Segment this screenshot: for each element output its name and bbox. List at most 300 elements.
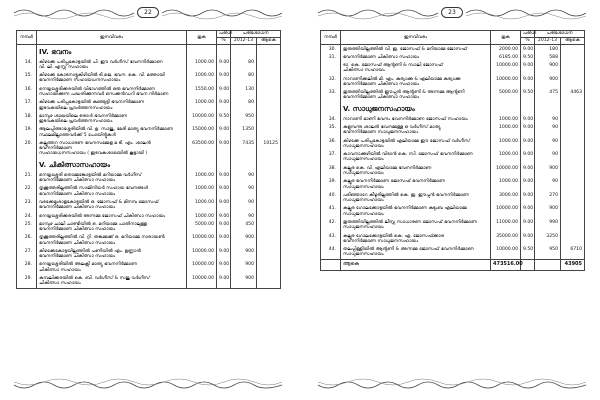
row-amount: 1000.00 bbox=[491, 137, 521, 151]
section-heading-row bbox=[17, 45, 281, 59]
row-total bbox=[257, 220, 281, 234]
row-amount: 1000.00 bbox=[187, 212, 217, 220]
table-row bbox=[17, 220, 281, 234]
table-row bbox=[321, 89, 585, 103]
table-row bbox=[321, 232, 585, 246]
description-line: കാവനാക്കുഴിയിൽ വിടാൻ കെ. സി. ജോസഫ് ഭവനനിർമ്മാണ bbox=[343, 152, 473, 158]
description-line: നെയ്യശ്ശേരിയിൽ അലക്സി മാത്യു ഭവനനിർമ്മാണ bbox=[39, 262, 138, 268]
row-number: 28. bbox=[17, 261, 37, 275]
row-number: 36. bbox=[321, 137, 341, 151]
row-unit: 9.00 bbox=[217, 234, 231, 248]
row-amount: 1550.00 bbox=[187, 85, 217, 99]
description-line: ഭവനനിർമ്മാണ ചികിത്സാ സഹായം bbox=[343, 81, 420, 87]
row-total bbox=[561, 151, 585, 165]
row-total: 10125 bbox=[257, 139, 281, 158]
section-spacer bbox=[231, 45, 257, 59]
row-unit: 9.00 bbox=[521, 137, 535, 151]
section-spacer bbox=[217, 158, 231, 171]
row-total bbox=[257, 212, 281, 220]
row-total bbox=[257, 261, 281, 275]
row-unit: 9.00 bbox=[217, 72, 231, 86]
row-amount: 6185.00 bbox=[491, 53, 521, 61]
row-unit: 9.50 bbox=[521, 89, 535, 103]
header-unit-top: പരിധി bbox=[521, 31, 535, 38]
table-row bbox=[17, 275, 281, 289]
row-amount: 1000.00 bbox=[491, 115, 521, 123]
table-row bbox=[17, 247, 281, 261]
row-total bbox=[561, 62, 585, 76]
description-line: തലപ്പിള്ളിയിൽ ആൻ്റണി & അന്നമ്മ ജോസഫ് ഭവനനിർമ്മാണ bbox=[343, 247, 474, 253]
ledger-table bbox=[16, 30, 281, 289]
row-unit: 9.00 bbox=[217, 171, 231, 185]
row-description bbox=[341, 62, 491, 76]
header-item: ഇനവിവരം bbox=[37, 31, 187, 45]
row-number: 42. bbox=[321, 219, 341, 233]
description-line: തുരുത്തിയില്ലത്തിൽ വി. ഇ. ജോസഫ് & മറിയാമ്മ ജോസഫ് bbox=[343, 46, 468, 52]
description-line: കിഴക്കേ പരിപ്പകോട്ടയിൽ കുഞ്ഞുട്ടി ഭവനനിർമ്മാണ bbox=[39, 100, 145, 106]
row-year-value: 1350 bbox=[231, 126, 257, 140]
row-description bbox=[341, 137, 491, 151]
description-line: ഭവനനിർമ്മാണ ചികിത്സാ സഹായം bbox=[39, 227, 116, 233]
row-number: 15. bbox=[17, 72, 37, 86]
row-year-value: 900 bbox=[535, 62, 561, 76]
table-row bbox=[321, 178, 585, 192]
row-total bbox=[257, 126, 281, 140]
header-dist-top: പരിശോധന bbox=[231, 31, 281, 38]
total-spacer bbox=[321, 260, 341, 271]
row-year-value: 180 bbox=[535, 45, 561, 54]
row-description bbox=[37, 99, 187, 113]
table-row bbox=[17, 58, 281, 72]
row-description bbox=[341, 151, 491, 165]
section-spacer bbox=[187, 158, 217, 171]
description-line: ഭവനനിർമ്മാണ സാധുജനസഹായം bbox=[343, 130, 419, 136]
row-year-value: 7435 bbox=[231, 139, 257, 158]
row-description bbox=[341, 178, 491, 192]
row-year-value: 90 bbox=[535, 115, 561, 123]
row-description bbox=[341, 53, 491, 61]
row-year-value: 3250 bbox=[535, 232, 561, 246]
table-row bbox=[17, 112, 281, 126]
row-amount: 3000.00 bbox=[491, 191, 521, 205]
row-number: 43. bbox=[321, 232, 341, 246]
row-unit: 9.00 bbox=[521, 45, 535, 54]
row-unit: 9.00 bbox=[521, 151, 535, 165]
description-line: കല്ലൂര ഗോലക്കോട്ടയിൽ ഭവനനിർമ്മാണ കുടുംബ എലിയാമ്മ bbox=[343, 206, 467, 212]
row-number: 37. bbox=[321, 151, 341, 165]
table-row bbox=[321, 205, 585, 219]
row-year-value: 950 bbox=[231, 112, 257, 126]
row-total bbox=[257, 198, 281, 212]
row-amount: 1000.00 bbox=[187, 99, 217, 113]
table-row bbox=[17, 185, 281, 199]
row-amount: 1000.00 bbox=[187, 198, 217, 212]
description-line: സഹായിക്കുന്ന പദ്ധതിക്കുന്നവർ സെക്കൻഡറി ഭവന നിർമാണ bbox=[39, 91, 169, 97]
row-unit: 9.00 bbox=[521, 191, 535, 205]
row-total bbox=[257, 185, 281, 199]
row-total bbox=[257, 247, 281, 261]
row-number: 32. bbox=[321, 75, 341, 89]
row-unit: 9.00 bbox=[217, 247, 231, 261]
left-page bbox=[14, 6, 282, 392]
row-amount: 10000.00 bbox=[491, 205, 521, 219]
description-line: കല്ലൂര ഭവനനിർമ്മാണ ജോസഫ് ഭവനനിർമ്മാണ bbox=[343, 179, 446, 185]
row-description bbox=[37, 72, 187, 86]
description-line: സാധുജനസഹായം bbox=[343, 211, 384, 217]
row-unit: 9.00 bbox=[521, 124, 535, 138]
table-body bbox=[17, 45, 281, 289]
row-year-value: 80 bbox=[231, 58, 257, 72]
row-unit: 9.00 bbox=[521, 164, 535, 178]
row-total bbox=[257, 99, 281, 113]
header-unit-top: പരിധി bbox=[217, 31, 231, 38]
row-year-value: 900 bbox=[535, 205, 561, 219]
description-line: ഭവനനിർമ്മാണ ചികിത്സാ സഹായം bbox=[39, 240, 116, 246]
row-unit: 9.50 bbox=[217, 112, 231, 126]
row-unit: 9.00 bbox=[217, 58, 231, 72]
description-line: കിഴക്കേകോട്ടയില്ലത്തിൽ പണിയിൽ എം. ഉണ്ണാൻ bbox=[39, 248, 141, 254]
row-description bbox=[37, 275, 187, 289]
description-line: സഹായധനസഹായം ( ഇടവകശാഖയിൽ കൂട്ടായി ) bbox=[39, 151, 148, 157]
row-unit: 9.00 bbox=[217, 212, 231, 220]
description-line: സാധുജനസഹായം bbox=[343, 184, 384, 190]
row-number: 22. bbox=[17, 185, 37, 199]
row-year-value: 475 bbox=[535, 89, 561, 103]
row-description bbox=[37, 85, 187, 99]
header-total: ആകെ bbox=[561, 38, 585, 45]
row-description bbox=[341, 246, 491, 260]
header-year: 2012-13 bbox=[535, 38, 561, 45]
row-year-value: 80 bbox=[231, 99, 257, 113]
row-number: 29. bbox=[17, 275, 37, 289]
description-line: കല്ലൂര കെ. വി. എലിയാമ്മ ഭവനനിർമ്മാണ bbox=[343, 165, 432, 171]
row-year-value: 90 bbox=[231, 212, 257, 220]
table-row bbox=[17, 139, 281, 158]
description-line: ചികിത്സാ സഹായം bbox=[39, 267, 81, 273]
description-line: സാധുജനസഹായം bbox=[343, 225, 384, 231]
row-amount: 35000.00 bbox=[491, 232, 521, 246]
row-number: 31. bbox=[321, 53, 341, 61]
row-unit: 9.50 bbox=[521, 53, 535, 61]
row-total bbox=[257, 171, 281, 185]
row-number: 17. bbox=[17, 99, 37, 113]
row-description bbox=[37, 171, 187, 185]
row-number bbox=[321, 62, 341, 76]
row-year-value: 900 bbox=[231, 261, 257, 275]
row-description bbox=[341, 124, 491, 138]
row-description bbox=[341, 115, 491, 123]
row-number: 38. bbox=[321, 164, 341, 178]
table-row bbox=[321, 53, 585, 61]
description-line: ഭവനനിർമ്മാണ ചികിത്സാ സഹായം bbox=[39, 191, 116, 197]
row-number: 27. bbox=[17, 247, 37, 261]
row-amount: 1000.00 bbox=[187, 72, 217, 86]
row-number: 18. bbox=[17, 112, 37, 126]
description-line: ഭവനനിർമ്മാണ ചികിത്സാ സഹായം bbox=[39, 205, 116, 211]
row-total bbox=[561, 232, 585, 246]
row-amount: 10000.00 bbox=[491, 164, 521, 178]
row-year-value: 90 bbox=[535, 151, 561, 165]
row-number: 33. bbox=[321, 89, 341, 103]
description-line: തുരുത്തിയില്ലത്തിൽ ഈപ്പൻ ആൻ്റണി & അന്നമ്മ ആൻ്റണി bbox=[343, 90, 465, 96]
section-spacer bbox=[561, 102, 585, 115]
page-number: 22 bbox=[137, 7, 159, 18]
table-row bbox=[321, 151, 585, 165]
row-unit: 9.00 bbox=[521, 232, 535, 246]
table-row bbox=[321, 115, 585, 123]
row-description bbox=[341, 232, 491, 246]
section-title: V. ചികിത്സാസഹായം bbox=[37, 158, 187, 171]
section-spacer bbox=[257, 45, 281, 59]
row-number: 30. bbox=[321, 45, 341, 54]
row-amount: 2000.00 bbox=[491, 45, 521, 54]
section-title: V. സാധുജനസഹായം bbox=[341, 102, 491, 115]
row-description bbox=[341, 205, 491, 219]
description-line: സാധുജനസഹായം bbox=[343, 143, 384, 149]
row-year-value: 588 bbox=[535, 53, 561, 61]
row-year-value: 950 bbox=[535, 246, 561, 260]
description-line: സാധുജനസഹായം bbox=[343, 198, 384, 204]
table-body bbox=[321, 45, 585, 271]
row-year-value: 90 bbox=[535, 124, 561, 138]
description-line: നാറാണി മാണി ഭവനം ഭവനനിർമ്മാണ ജോസഫ് സഹായം bbox=[343, 116, 468, 122]
header-unit: % bbox=[217, 38, 231, 45]
description-line: തുരുത്തിയില്ലത്തിൽ ലീസ്സ സാധാരണ ജോസഫ് ഭവനനിർമ്മാണ bbox=[343, 220, 478, 226]
row-amount: 10000.00 bbox=[187, 247, 217, 261]
row-number: 35. bbox=[321, 124, 341, 138]
row-description bbox=[37, 234, 187, 248]
section-spacer bbox=[17, 158, 37, 171]
row-year-value: 900 bbox=[535, 164, 561, 178]
row-description bbox=[341, 219, 491, 233]
header-dist-top: പരിശോധന bbox=[535, 31, 585, 38]
row-year-value: 80 bbox=[231, 72, 257, 86]
description-line: കിഴക്കേ പരിപ്പകോട്ടയിൽ പി. ഈ വർഗീസ് ഭവനനിർമ്മാണ bbox=[39, 59, 163, 65]
description-line: നെയ്യശ്ശേരിക്കരയിൽ അന്നമ്മ ജോസഫ് ചികിത്സാ സഹായം bbox=[39, 213, 166, 219]
row-total bbox=[561, 45, 585, 54]
row-total bbox=[561, 115, 585, 123]
row-year-value: 90 bbox=[231, 198, 257, 212]
row-total bbox=[561, 124, 585, 138]
row-year-value: 450 bbox=[231, 220, 257, 234]
table-row bbox=[321, 124, 585, 138]
row-unit: 9.00 bbox=[521, 178, 535, 192]
table-row bbox=[321, 137, 585, 151]
row-total bbox=[561, 164, 585, 178]
header-sl: നമ്പർ bbox=[17, 31, 37, 45]
row-total bbox=[561, 219, 585, 233]
description-line: സാധുജനസഹായം bbox=[343, 252, 384, 258]
row-unit: 9.00 bbox=[521, 115, 535, 123]
table-row bbox=[321, 164, 585, 178]
table-row bbox=[17, 72, 281, 86]
row-amount: 1000.00 bbox=[187, 185, 217, 199]
table-row bbox=[17, 171, 281, 185]
row-description bbox=[37, 126, 187, 140]
description-line: ഭവനനിർമ്മാണ സഹായധനസഹായം bbox=[39, 78, 121, 84]
total-row bbox=[321, 260, 585, 271]
row-year-value: 90 bbox=[535, 178, 561, 192]
row-description bbox=[341, 45, 491, 54]
row-description bbox=[37, 58, 187, 72]
row-number: 21. bbox=[17, 171, 37, 185]
right-page bbox=[318, 6, 586, 392]
table-row bbox=[321, 45, 585, 54]
row-amount: 1000.00 bbox=[187, 58, 217, 72]
description-line: ഇടവകയിലെ പ്രവർത്തനസഹായം bbox=[39, 119, 113, 125]
description-line: ഇടവകയിലെ പ്രവർത്തനസഹായം bbox=[39, 105, 113, 111]
description-line: കല്ലൂര ഗോലക്കോട്ടയിൽ കെ. ഏ. ജോസഫ്ക്കാര bbox=[343, 233, 445, 239]
table-row bbox=[17, 198, 281, 212]
table-row bbox=[17, 126, 281, 140]
row-amount: 63500.00 bbox=[187, 139, 217, 158]
row-number: 44. bbox=[321, 246, 341, 260]
row-total bbox=[561, 191, 585, 205]
row-description bbox=[341, 164, 491, 178]
header-item: ഇനവിവരം bbox=[341, 31, 491, 45]
section-heading-row bbox=[17, 158, 281, 171]
row-amount: 10000.00 bbox=[187, 234, 217, 248]
table-row bbox=[321, 62, 585, 76]
description-line: നെയ്യശ്ശേരിക്കരയിൽ വിഭാഗത്തിൽ ഒരു ഭവനനിർമ്മാണ bbox=[39, 86, 155, 92]
row-description bbox=[37, 139, 187, 158]
bottom-ornament-border bbox=[318, 378, 586, 392]
row-description bbox=[37, 185, 187, 199]
row-year-value: 90 bbox=[535, 137, 561, 151]
row-unit: 9.00 bbox=[217, 85, 231, 99]
description-line: മാമ്പുഴ ശാഖയിലെ ഒരാൾ ഭവനനിർമ്മാണ bbox=[39, 113, 128, 119]
description-line: സ്ഥലമില്ലാത്തവർക്ക് 5 പോയിൻ്റുകൾ bbox=[39, 132, 116, 138]
section-spacer bbox=[491, 102, 521, 115]
row-number: 41. bbox=[321, 205, 341, 219]
description-line: പടിഞ്ഞാറേ കീഴൂരില്ലത്തിൽ കെ. ഇ. ഈപ്പൻ ഭവനനിർമ്മാണ bbox=[343, 192, 470, 198]
description-line: കിഴക്കേ പരിപ്പകോട്ടയിൽ എലിയാമ്മ ഈ ജോസഫ് വർഗീസ് bbox=[343, 138, 470, 144]
row-amount: 1000.00 bbox=[491, 124, 521, 138]
section-spacer bbox=[321, 102, 341, 115]
header-amount: തുക bbox=[491, 31, 521, 45]
row-amount: 1000.00 bbox=[187, 171, 217, 185]
row-unit: 9.00 bbox=[521, 62, 535, 76]
description-line: തൃക്കൂത്തരില്ലത്തിൽ വി. റ്റി. തങ്കമ്മക്ക് ഒ. മറിയാമ്മ നാരായൺ bbox=[39, 235, 165, 241]
description-line: വടക്കേമൂശാളകോട്ടയിൽ ഒ. ജോസഫ് & മിനമ്പ ജോസഫ് bbox=[39, 199, 159, 205]
row-unit: 9.00 bbox=[217, 261, 231, 275]
row-amount: 10000.00 bbox=[187, 112, 217, 126]
row-total bbox=[561, 137, 585, 151]
row-amount: 10000.00 bbox=[491, 75, 521, 89]
description-line: ഭവനനിർമ്മാണ ചികിത്സാ സഹായം bbox=[343, 54, 420, 60]
row-total bbox=[257, 72, 281, 86]
description-line: കിഴക്കേ കോടനാട്ടുകിഴിയിൽ ടി.ജെ. ഭവന. കെ. വി. മത്തായി bbox=[39, 73, 165, 79]
section-title: IV. ഭവനം bbox=[37, 45, 187, 59]
description-line: ചികിത്സാ സഹായം bbox=[343, 68, 385, 74]
row-amount: 10000.00 bbox=[187, 275, 217, 289]
row-number: 20. bbox=[17, 139, 37, 158]
row-unit: 9.00 bbox=[217, 99, 231, 113]
row-unit: 9.00 bbox=[217, 198, 231, 212]
description-line: നെയ്യശ്ശേരി തൊമ്മങ്കോട്ടയിൽ മറിയാമ്മ വർഗീസ് bbox=[39, 172, 142, 178]
section-spacer bbox=[257, 158, 281, 171]
row-description bbox=[37, 247, 187, 261]
row-number: 23. bbox=[17, 198, 37, 212]
row-total bbox=[561, 205, 585, 219]
row-total bbox=[257, 58, 281, 72]
row-year-value: 90 bbox=[231, 171, 257, 185]
row-total bbox=[561, 178, 585, 192]
row-number: 40. bbox=[321, 191, 341, 205]
section-spacer bbox=[17, 45, 37, 59]
description-line: ചികിത്സാ സഹായം bbox=[39, 281, 81, 287]
description-line: കല്ലൂത്തറ സാധാരണ ഭവനസമ്മേള മ ടി. എം. ശാലൻ ഭവനനിർമ്മാണ bbox=[39, 140, 151, 152]
section-spacer bbox=[217, 45, 231, 59]
header-total: ആകെ bbox=[257, 38, 281, 45]
description-line: വി. ലി. എസ്സ് സഹായം bbox=[39, 64, 89, 70]
row-amount: 5000.00 bbox=[491, 89, 521, 103]
description-line: ആലപ്പിങ്ങാശ്ശേരിയിൽ വി. ഉ. സാജു, മേരി മാത്യു ഭവനനിർമ്മാണ bbox=[39, 127, 174, 133]
section-spacer bbox=[535, 102, 561, 115]
table-row bbox=[321, 219, 585, 233]
row-total bbox=[257, 112, 281, 126]
grand-total: 43905 bbox=[561, 260, 585, 271]
row-description bbox=[37, 261, 187, 275]
description-line: കുമ്പലിക്കരയിൽ കെ. ബി. വർഗീസ് & സജു വർഗീസ് bbox=[39, 276, 150, 282]
row-number: 24. bbox=[17, 212, 37, 220]
row-description bbox=[341, 191, 491, 205]
section-spacer bbox=[231, 158, 257, 171]
row-number: 16. bbox=[17, 85, 37, 99]
row-unit: 9.00 bbox=[217, 139, 231, 158]
row-total bbox=[561, 75, 585, 89]
total-spacer bbox=[535, 260, 561, 271]
header-unit: % bbox=[521, 38, 535, 45]
row-unit: 9.50 bbox=[521, 246, 535, 260]
table-row bbox=[17, 261, 281, 275]
row-number: 26. bbox=[17, 234, 37, 248]
header-year: 2012-13 bbox=[231, 38, 257, 45]
description-line: സാധുജനസഹായം bbox=[343, 171, 384, 177]
header-sl: നമ്പർ bbox=[321, 31, 341, 45]
ledger-table bbox=[320, 30, 585, 271]
row-unit: 9.00 bbox=[217, 126, 231, 140]
description-line: മാമ്പുഴ ചാലി ചാണ്ടിയിൽ ഒ. മറിയാമ്മ പാതിനാലുള്ള bbox=[39, 221, 147, 227]
row-unit: 9.00 bbox=[217, 220, 231, 234]
table-row bbox=[17, 234, 281, 248]
row-amount: 10000.00 bbox=[491, 62, 521, 76]
section-spacer bbox=[521, 102, 535, 115]
row-number: 19. bbox=[17, 126, 37, 140]
row-year-value: 990 bbox=[535, 219, 561, 233]
description-line: നാറാണിക്കലിൽ മി. എം. കുര്യാക്കു & എലിയാമ്മ കുര്യാക്കു bbox=[343, 76, 461, 82]
row-amount: 5000.00 bbox=[187, 220, 217, 234]
section-spacer bbox=[187, 45, 217, 59]
row-unit: 9.00 bbox=[217, 275, 231, 289]
row-unit: 9.00 bbox=[521, 75, 535, 89]
table-row bbox=[17, 85, 281, 99]
row-number: 14. bbox=[17, 58, 37, 72]
bottom-ornament-border bbox=[14, 378, 282, 392]
row-number: 25. bbox=[17, 220, 37, 234]
row-year-value: 130 bbox=[231, 85, 257, 99]
row-description bbox=[37, 212, 187, 220]
row-amount: 15000.00 bbox=[187, 126, 217, 140]
description-line: തൃക്കൂത്തരില്ലത്തിൽ സാജിനിയർ സഹായ ഭവനങ്ങൾ bbox=[39, 186, 149, 192]
table-row bbox=[321, 246, 585, 260]
row-description bbox=[341, 89, 491, 103]
description-line: ഭവനനിർമ്മാണ ചികിത്സാ സഹായം bbox=[39, 178, 116, 184]
table-row bbox=[17, 99, 281, 113]
description-line: സാധുജനസഹായം bbox=[343, 157, 384, 163]
description-line: ഭവനനിർമ്മാണ ചികിത്സാ സഹായം bbox=[39, 254, 116, 260]
section-heading-row bbox=[321, 102, 585, 115]
